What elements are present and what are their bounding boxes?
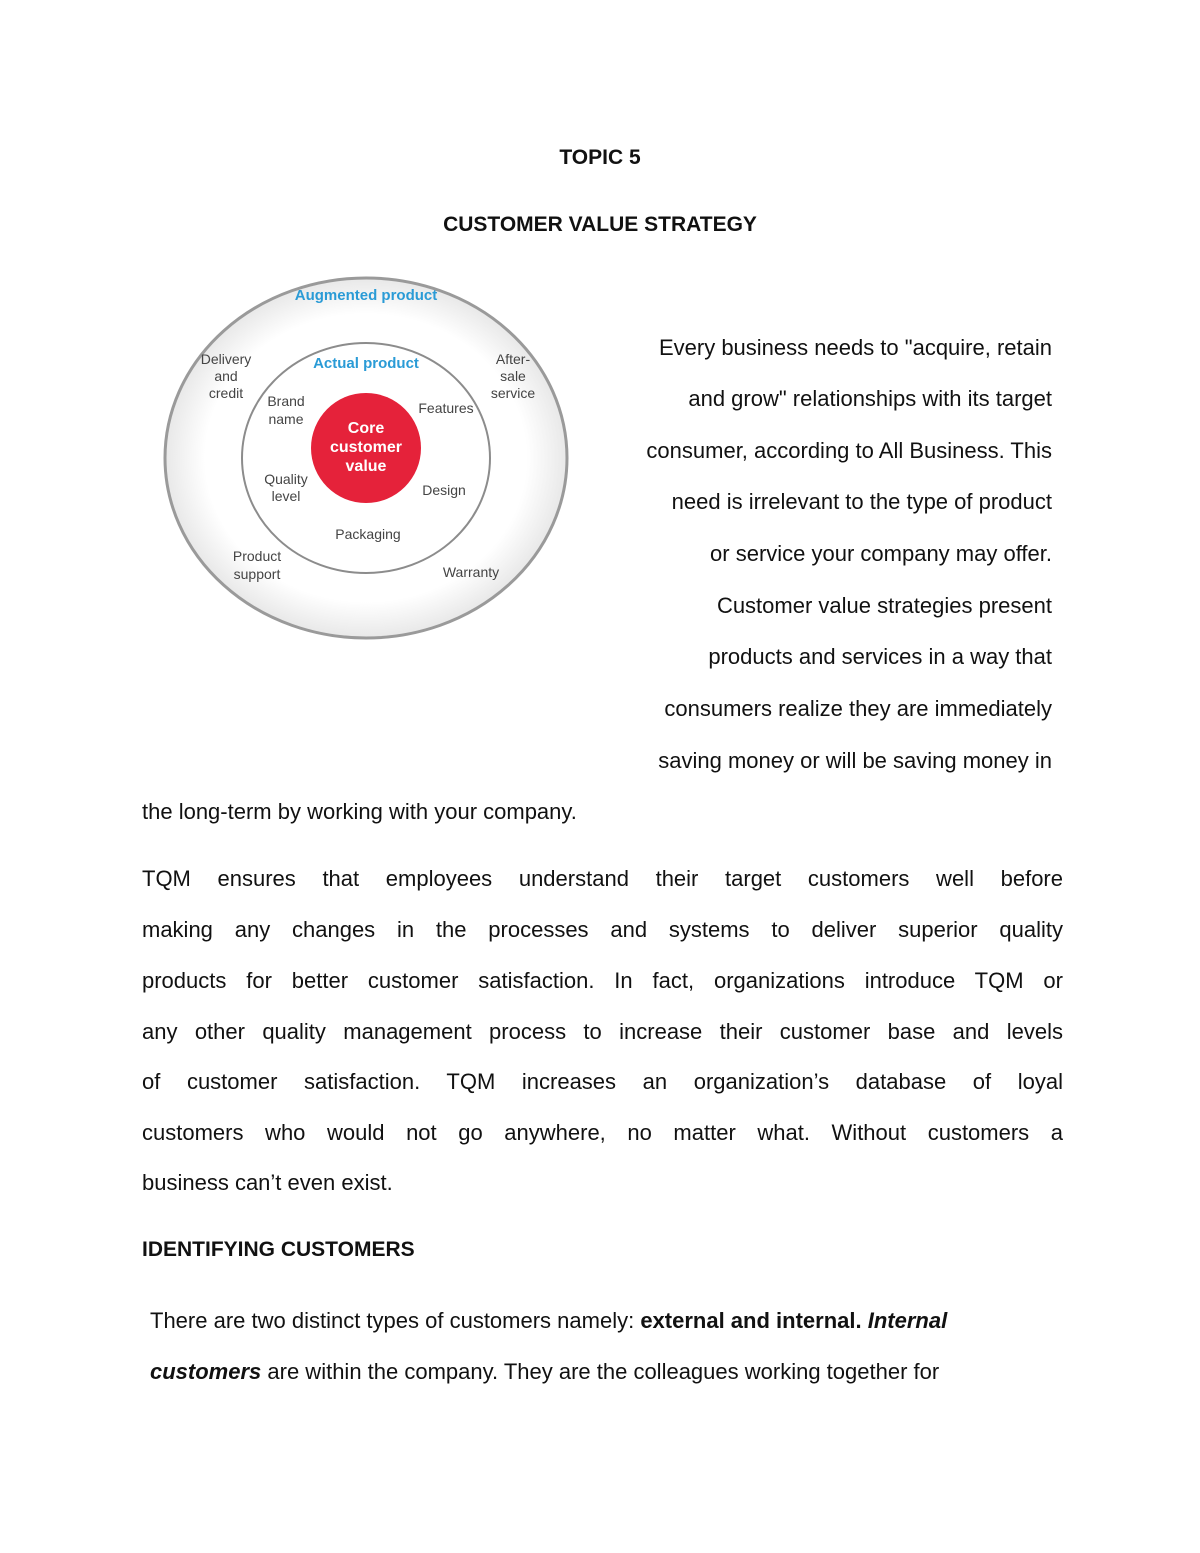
intro-line: or service your company may offer. bbox=[710, 541, 1052, 566]
tqm-line: any other quality management process to increase their customer base and levels bbox=[142, 1019, 1063, 1044]
tqm-line: customers who would not go anywhere, no matter what. Without customers a bbox=[142, 1120, 1063, 1145]
intro-line: saving money or will be saving money in bbox=[658, 748, 1052, 773]
core-label-1: Core bbox=[347, 420, 385, 437]
types-line-2 bbox=[150, 1359, 1055, 1385]
actual-product-label: Actual product bbox=[313, 355, 419, 372]
types-customers: customers bbox=[150, 1359, 262, 1384]
page-title: CUSTOMER VALUE STRATEGY bbox=[443, 213, 757, 236]
brand-label-2: name bbox=[268, 411, 304, 427]
types-lead: There are two distinct types of customers namely: bbox=[150, 1308, 641, 1333]
topic-label: TOPIC 5 bbox=[559, 146, 641, 169]
features-label: Features bbox=[418, 400, 474, 416]
types-rest: are within the company. They are the colleagues working together for bbox=[261, 1359, 940, 1384]
after-sale-label-3: service bbox=[490, 385, 536, 401]
delivery-label-1: Delivery bbox=[200, 351, 252, 367]
intro-line: and grow" relationships with its target bbox=[688, 386, 1052, 411]
product-support-label-2: support bbox=[233, 566, 281, 582]
quality-label-2: level bbox=[271, 488, 301, 504]
core-label-2: customer bbox=[329, 439, 403, 456]
section-heading: IDENTIFYING CUSTOMERS bbox=[142, 1238, 415, 1261]
delivery-label-2: and bbox=[214, 368, 238, 384]
quality-label-1: Quality bbox=[264, 471, 308, 487]
core-label-3: value bbox=[345, 458, 387, 475]
warranty-label: Warranty bbox=[442, 564, 500, 580]
types-internal: Internal bbox=[867, 1308, 948, 1333]
product-support-label-1: Product bbox=[232, 548, 282, 564]
intro-line: Customer value strategies present bbox=[716, 593, 1052, 618]
types-bold: external and internal. bbox=[640, 1308, 862, 1333]
intro-line: Every business needs to "acquire, retain bbox=[658, 335, 1052, 360]
tqm-line: of customer satisfaction. TQM increases an organization’s database of loyal bbox=[142, 1069, 1063, 1094]
delivery-label-3: credit bbox=[208, 385, 244, 401]
intro-line: products and services in a way that bbox=[708, 644, 1052, 669]
intro-line: consumers realize they are immediately bbox=[664, 696, 1052, 721]
tqm-line: products for better customer satisfaction. In fact, organizations introduce TQM or bbox=[142, 968, 1063, 993]
product-levels-diagram bbox=[160, 270, 580, 660]
intro-line: the long-term by working with your company. bbox=[142, 799, 577, 824]
tqm-line: TQM ensures that employees understand their target customers well before bbox=[142, 866, 1063, 891]
augmented-product-label: Augmented product bbox=[294, 287, 438, 304]
design-label: Design bbox=[422, 482, 466, 498]
types-line-1 bbox=[150, 1308, 1055, 1334]
brand-label-1: Brand bbox=[267, 393, 305, 409]
intro-line: need is irrelevant to the type of product bbox=[671, 489, 1052, 514]
tqm-line: making any changes in the processes and systems to deliver superior quality bbox=[142, 917, 1063, 942]
tqm-line: business can’t even exist. bbox=[142, 1170, 393, 1195]
packaging-label: Packaging bbox=[335, 526, 401, 542]
after-sale-label-1: After- bbox=[495, 351, 531, 367]
after-sale-label-2: sale bbox=[500, 368, 526, 384]
intro-line: consumer, according to All Business. This bbox=[646, 438, 1052, 463]
